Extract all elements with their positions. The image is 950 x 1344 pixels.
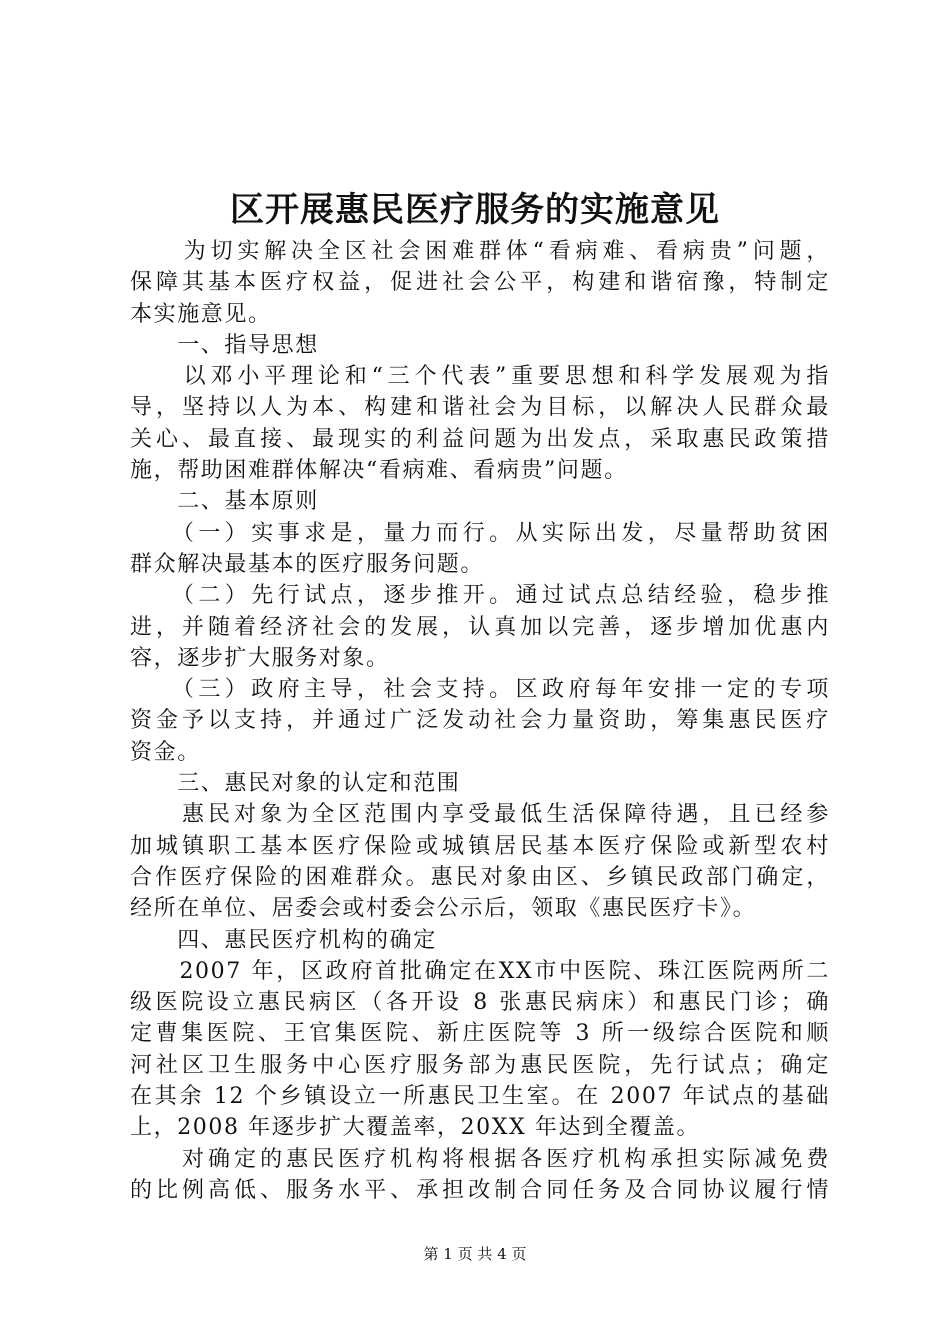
text-line: 经所在单位、居委会或村委会公示后，领取《惠民医疗卡》。 (130, 896, 757, 922)
text-line: 本实施意见。 (130, 301, 272, 327)
text-line: 为切实解决全区社会困难群体“看病难、看病贵”问题， (130, 239, 830, 264)
text-line: 合作医疗保险的困难群众。惠民对象由区、乡镇民政部门确定， (130, 864, 830, 890)
text-line: 惠民对象为全区范围内享受最低生活保障待遇，且已经参 (130, 802, 830, 828)
document-title: 区开展惠民医疗服务的实施意见 (230, 190, 720, 230)
text-line: 加城镇职工基本医疗保险或城镇居民基本医疗保险或新型农村 (130, 833, 830, 859)
section-heading: 三、惠民对象的认定和范围 (130, 771, 461, 797)
text-line: 河社区卫生服务中心医疗服务部为惠民医院，先行试点；确定 (130, 1052, 830, 1078)
section-heading: 四、惠民医疗机构的确定 (130, 927, 437, 953)
text-line: 2007 年，区政府首批确定在XX市中医院、珠江医院两所二 (130, 958, 830, 984)
text-line: 关心、最直接、最现实的利益问题为出发点，采取惠民政策措 (130, 426, 830, 452)
text-line: 在其余 12 个乡镇设立一所惠民卫生室。在 2007 年试点的基础 (130, 1084, 830, 1110)
section-heading: 一、指导思想 (130, 332, 319, 358)
text-line: 群众解决最基本的医疗服务问题。 (130, 551, 485, 577)
text-line: （一）实事求是，量力而行。从实际出发，尽量帮助贫困 (130, 520, 830, 546)
text-line: 的比例高低、服务水平、承担改制合同任务及合同协议履行情 (130, 1177, 830, 1203)
text-line: 容，逐步扩大服务对象。 (130, 645, 390, 671)
text-line: 资金。 (130, 739, 201, 765)
text-line: 对确定的惠民医疗机构将根据各医疗机构承担实际减免费 (130, 1146, 830, 1172)
text-line: 资金予以支持，并通过广泛发动社会力量资助，筹集惠民医疗 (130, 708, 830, 734)
text-line: 定曹集医院、王官集医院、新庄医院等 3 所一级综合医院和顺 (130, 1021, 830, 1047)
text-line: 保障其基本医疗权益，促进社会公平，构建和谐宿豫，特制定 (130, 270, 830, 296)
text-line: 导，坚持以人为本、构建和谐社会为目标，以解决人民群众最 (130, 395, 830, 421)
section-heading: 二、基本原则 (130, 489, 319, 515)
text-line: 进，并随着经济社会的发展，认真加以完善，逐步增加优惠内 (130, 614, 830, 640)
text-line: （三）政府主导，社会支持。区政府每年安排一定的专项 (130, 677, 830, 703)
text-line: （二）先行试点，逐步推开。通过试点总结经验，稳步推 (130, 583, 830, 609)
page-number: 第 1 页 共 4 页 (423, 1245, 527, 1263)
text-line: 以邓小平理论和“三个代表”重要思想和科学发展观为指 (130, 364, 830, 390)
text-line: 施，帮助困难群体解决“看病难、看病贵”问题。 (130, 458, 628, 484)
text-line: 上，2008 年逐步扩大覆盖率，20XX 年达到全覆盖。 (130, 1115, 701, 1141)
text-line: 级医院设立惠民病区（各开设 8 张惠民病床）和惠民门诊；确 (130, 990, 830, 1016)
document-body (130, 236, 830, 1206)
